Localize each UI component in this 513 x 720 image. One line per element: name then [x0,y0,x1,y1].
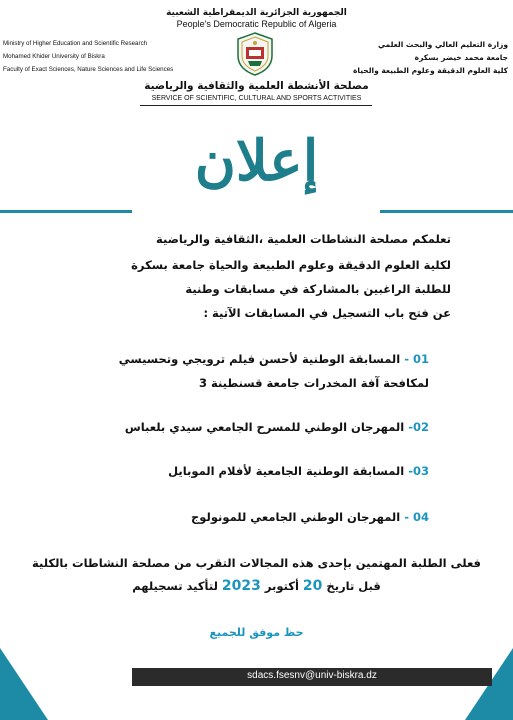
competition-item-2 [49,420,429,434]
item-text: المهرجان الوطني الجامعي للمونولوج [191,510,401,524]
university-english: Mohamed Khider University of Biskra [3,53,105,60]
accent-bar-right [380,210,513,213]
ministry-english: Ministry of Higher Education and Scientific Research [3,40,148,47]
item-number: 01 - [404,352,429,366]
service-english: SERVICE OF SCIENTIFIC, CULTURAL AND SPORTS ACTIVITIES [151,95,362,102]
item-text-continued: لمكافحة آفة المخدرات جامعة قسنطينة 3 [198,376,429,390]
footer-bar [132,668,492,686]
closing-line-2 [0,578,513,594]
header-divider [140,105,372,106]
competition-item-3 [49,464,429,478]
deadline-day: 20 [302,578,323,594]
item-number: 03- [408,464,429,478]
deadline-year: 2023 [221,578,261,594]
faculty-english: Faculty of Exact Sciences, Nature Sciences and Life Sciences [3,66,174,73]
competition-item-1 [49,352,429,366]
intro-line-3: للطلبة الراغبين بالمشاركة في مسابقات وطنية [185,282,451,296]
corner-triangle-left [0,648,48,720]
republic-arabic: الجمهورية الجزائرية الديمقراطية الشعبية [166,8,347,18]
faculty-arabic: كلية العلوم الدقيقة وعلوم الطبيعة والحياة [352,66,508,75]
competition-item-1-continued [49,376,429,390]
intro-line-4: عن فتح باب التسجيل في المسابقات الآتية : [203,306,451,320]
item-number: 02- [408,420,429,434]
intro-line-2: لكلية العلوم الدقيقة وعلوم الطبيعة والحياة جامعة بسكرة [131,258,451,272]
good-luck-message: حظ موفق للجميع [209,626,304,639]
deadline-suffix: لتأكيد تسجيلهم [132,579,218,593]
accent-bar-left [0,210,132,213]
deadline-month: أكتوبر [264,579,299,593]
republic-english: People's Democratic Republic of Algeria [176,19,337,29]
intro-line-1: تعلمكم مصلحة النشاطات العلمية ،الثقافية والرياضية [156,232,451,246]
university-arabic: جامعة محمد خيضر بسكرة [414,53,508,62]
item-text: المسابقة الوطنية الجامعية لأفلام الموبايل [168,464,405,478]
service-arabic: مصلحة الأنشطة العلمية والثقافية والرياضية [144,80,369,92]
item-number: 04 - [404,510,429,524]
closing-line-1: فعلى الطلبة المهتمين بإحدى هذه المجالات التقرب من مصلحة النشاطات بالكلية [32,556,481,570]
university-logo [236,32,274,76]
item-text: المهرجان الوطني للمسرح الجامعي سيدي بلعباس [124,420,405,434]
ministry-arabic: وزارة التعليم العالي والبحث العلمي [377,40,508,49]
competition-item-4 [49,510,429,524]
deadline-prefix: قبل تاريخ [326,579,381,593]
contact-email[interactable]: sdacs.fsesnv@univ-biskra.dz [247,670,377,681]
item-text: المسابقة الوطنية لأحسن فيلم ترويجي وتحسيسي [118,352,401,366]
announcement-title: إعلان [194,128,319,194]
